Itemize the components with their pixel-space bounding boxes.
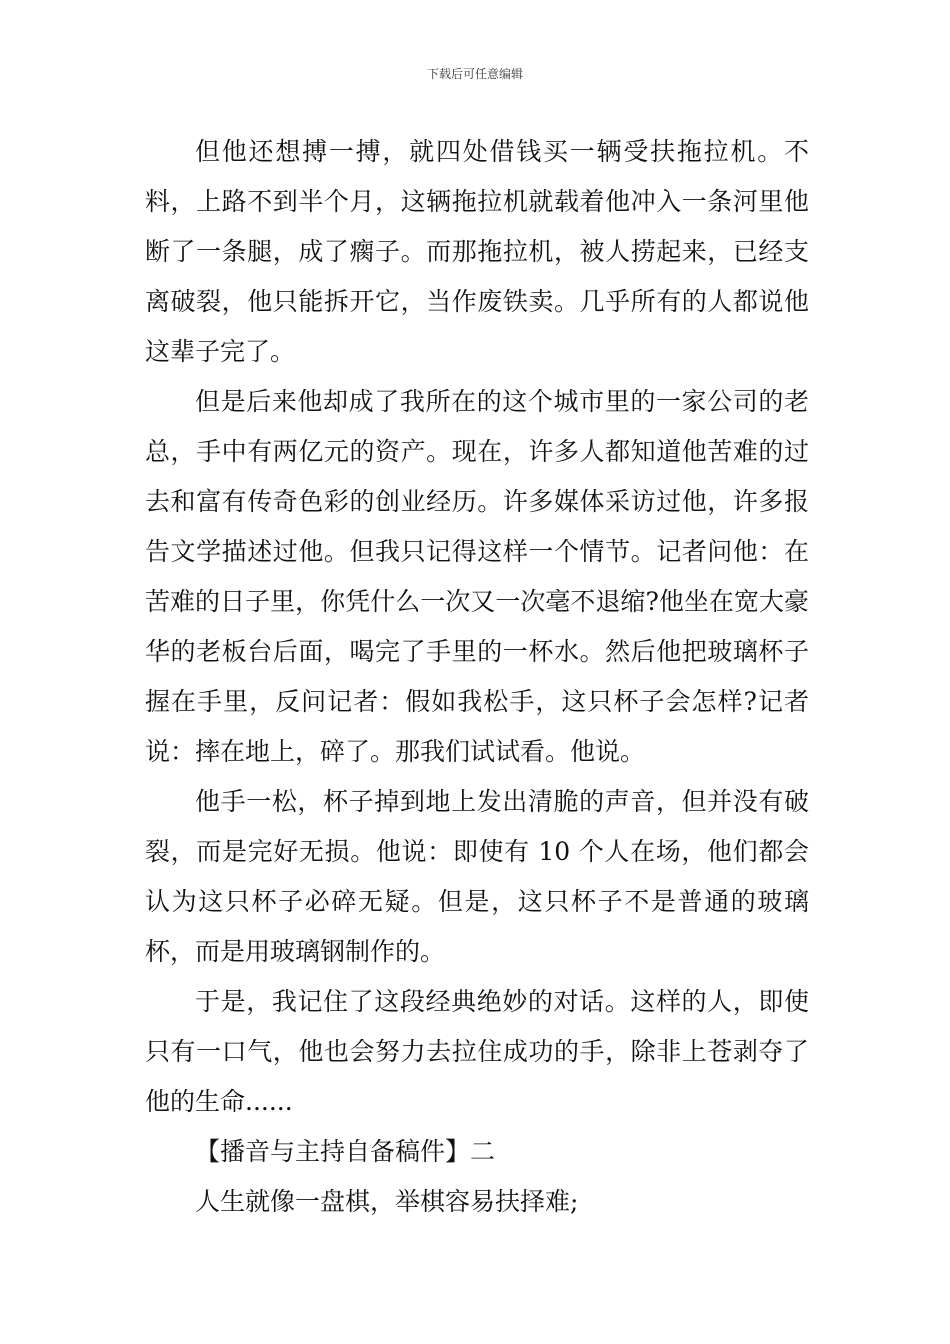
paragraph-4: 于是，我记住了这段经典绝妙的对话。这样的人，即使只有一口气，他也会努力去拉住成功的手，除非上苍剥夺了他的生命...... — [145, 987, 809, 1116]
paragraph-1: 但他还想搏一搏，就四处借钱买一辆受扶拖拉机。不料，上路不到半个月，这辆拖拉机就载着他冲入一条河里他断了一条腿，成了瘸子。而那拖拉机，被人捞起来，已经支离破裂，他只能拆开它，当作废铁卖。几乎所有的人都说他这辈子完了。 — [145, 137, 809, 366]
paragraph-5: 人生就像一盘棋，举棋容易扶择难; — [195, 1187, 579, 1216]
paragraph-3: 他手一松，杯子掉到地上发出清脆的声音，但并没有破裂，而是完好无损。他说：即使有 10 个人在场，他们都会认为这只杯子必碎无疑。但是，这只杯子不是普通的玻璃杯，而是用玻璃钢制作的。 — [145, 787, 809, 966]
section-heading: 【播音与主持自备稿件】二 — [195, 1137, 496, 1166]
page-header: 下载后可任意编辑 — [426, 67, 523, 81]
document-body — [145, 127, 809, 1227]
paragraph-2: 但是后来他却成了我所在的这个城市里的一家公司的老总，手中有两亿元的资产。现在，许多人都知道他苦难的过去和富有传奇色彩的创业经历。许多媒体采访过他，许多报告文学描述过他。但我只记得这样一个情节。记者问他：在苦难的日子里，你凭什么一次又一次毫不退缩?他坐在宽大豪华的老板台后面，喝完了手里的一杯水。然后他把玻璃杯子握在手里，反问记者：假如我松手，这只杯子会怎样?记者说：摔在地上，碎了。那我们试试看。他说。 — [145, 387, 809, 766]
